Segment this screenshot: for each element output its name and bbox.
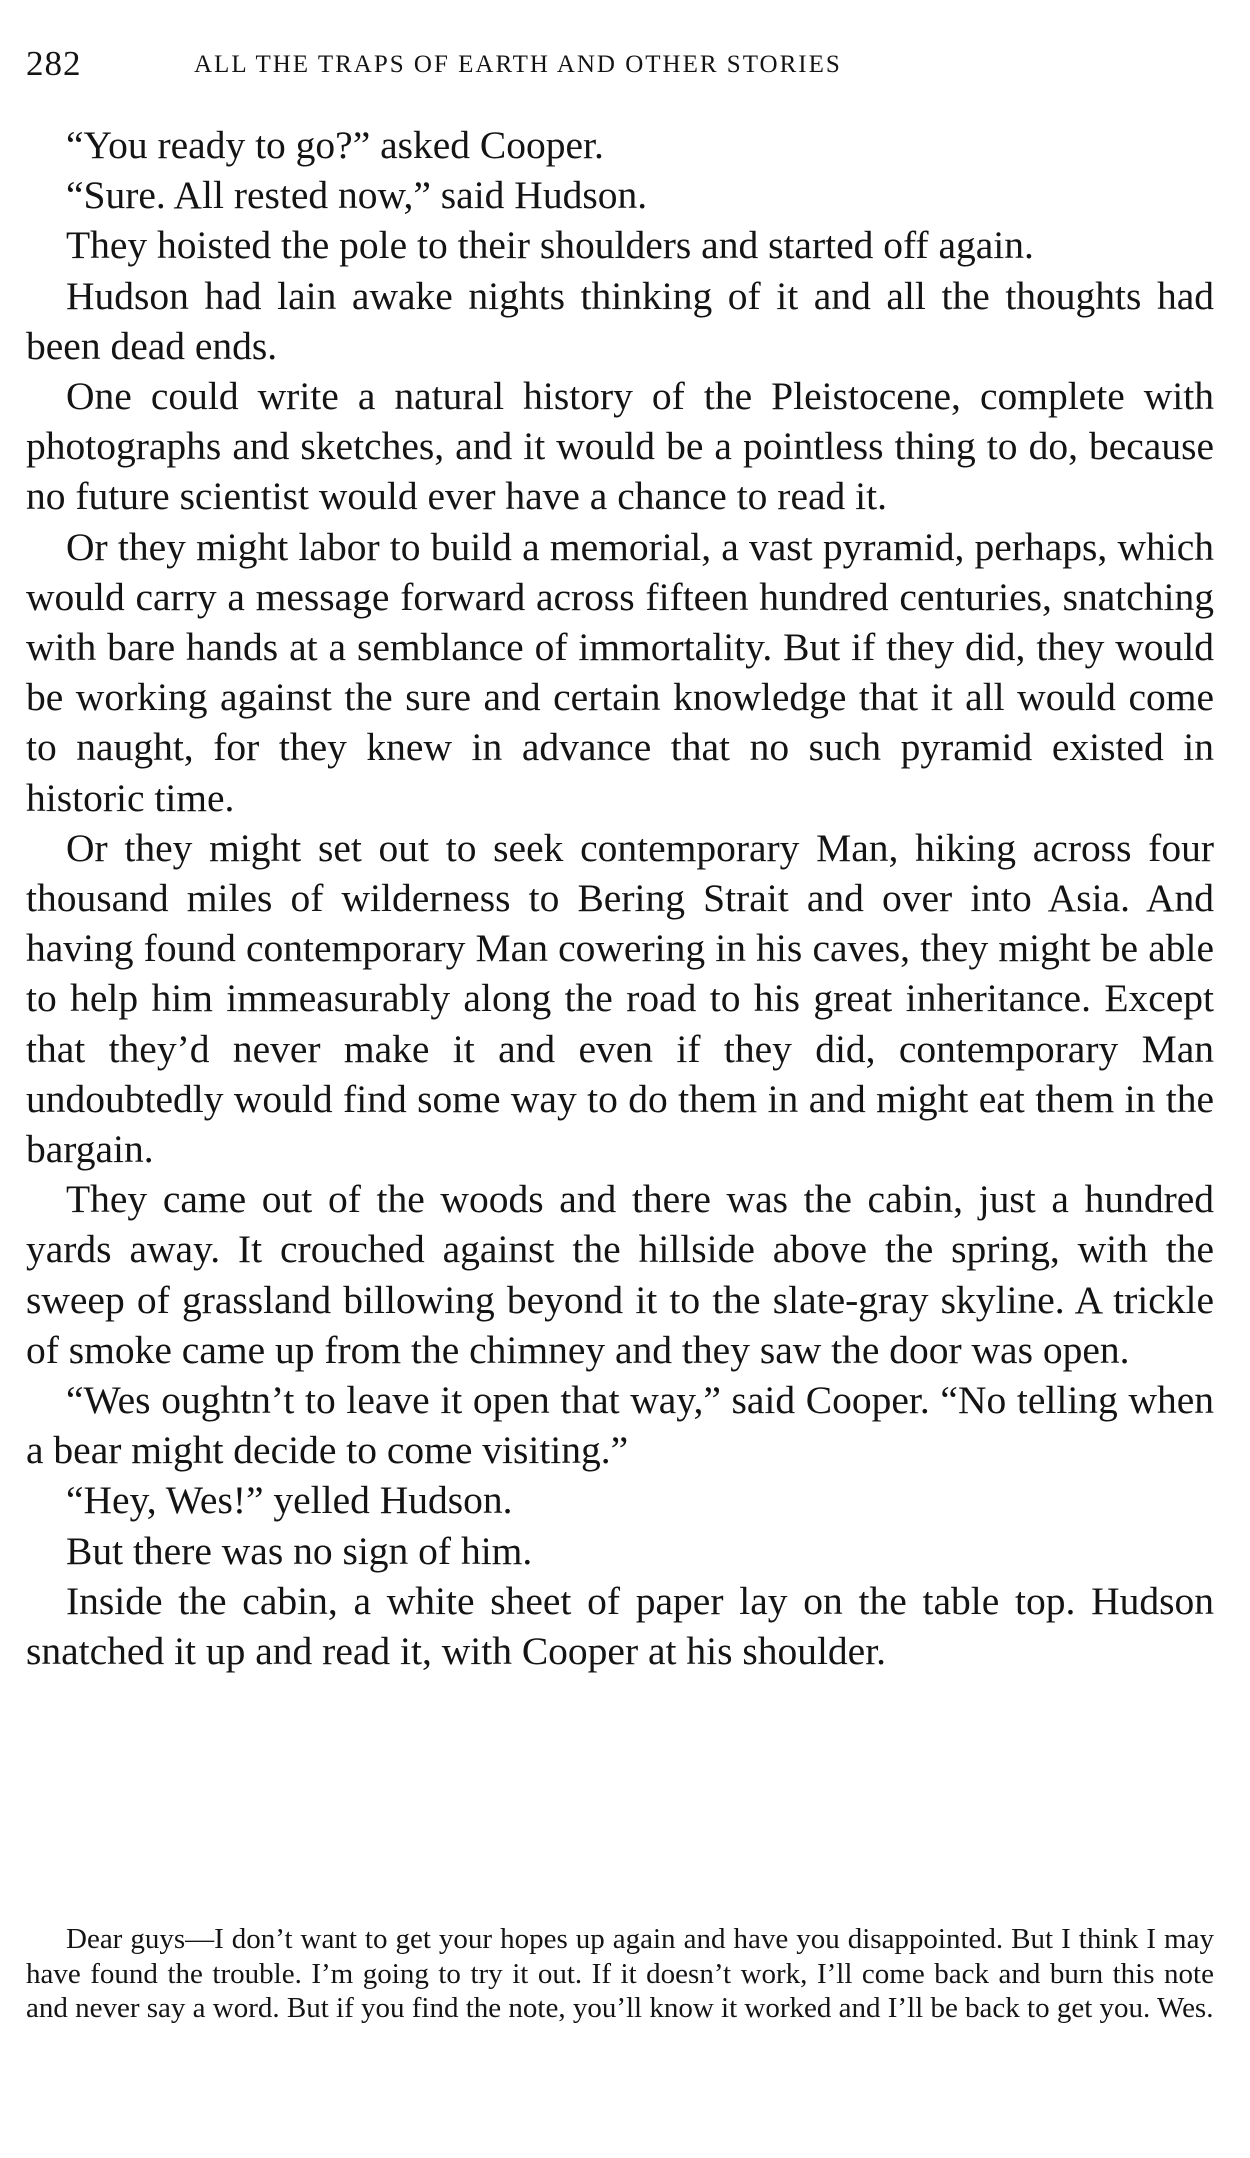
- paragraph: Hudson had lain awake nights thinking of it and all the thoughts had been dead ends.: [26, 273, 1214, 368]
- paragraph: “Wes oughtn’t to leave it open that way,” said Cooper. “No telling when a bear might decide to come visiting.”: [26, 1378, 1214, 1473]
- paragraph: Or they might labor to build a memorial, a vast pyramid, perhaps, which would carry a message forward across fifteen hundred centuries, snatching with bare hands at a semblance of immortality. But if they did, they would be working against the sure and certain knowledge that it all would come to naught, for they knew in advance that no such pyramid existed in historic time.: [26, 524, 1214, 820]
- paragraph: “You ready to go?” asked Cooper.: [66, 123, 604, 167]
- handwritten-note: [26, 1922, 1214, 2026]
- running-head: ALL THE TRAPS OF EARTH AND OTHER STORIES: [194, 51, 842, 78]
- body-text: [26, 120, 1214, 1676]
- paragraph: One could write a natural history of the Pleistocene, complete with photographs and sketches, and it would be a pointless thing to do, because no future scientist would ever have a chance to read it.: [26, 374, 1214, 519]
- paragraph: “Hey, Wes!” yelled Hudson.: [66, 1478, 513, 1523]
- paragraph: They hoisted the pole to their shoulders and started off again.: [66, 223, 1034, 268]
- paragraph: They came out of the woods and there was the cabin, just a hundred yards away. It crouched against the hillside above the spring, with the sweep of grassland billowing beyond it to the slate-gray skyline. A trickle of smoke came up from the chimney and they saw the door was open.: [26, 1177, 1214, 1372]
- note-text: Dear guys—I don’t want to get your hopes up again and have you disappointed. But I think I may have found the trouble. I’m going to try it out. If it doesn’t work, I’ll come back and burn this note and never say a word. But if you find the note, you’ll know it worked and I’ll be back to get you. Wes.: [26, 1923, 1214, 2024]
- paragraph: Or they might set out to seek contemporary Man, hiking across four thousand miles of wilderness to Bering Strait and over into Asia. And having found contemporary Man cowering in his caves, they might be able to help him immeasurably along the road to his great inheritance. Except that they’d never make it and even if they did, contemporary Man undoubtedly would find some way to do them in and might eat them in the bargain.: [26, 825, 1214, 1172]
- paragraph: But there was no sign of him.: [66, 1528, 533, 1573]
- page-number: 282: [26, 44, 82, 83]
- paragraph: Inside the cabin, a white sheet of paper lay on the table top. Hudson snatched it up and read it, with Cooper at his shoulder.: [26, 1578, 1214, 1674]
- page-header: [26, 44, 1214, 84]
- paragraph: “Sure. All rested now,” said Hudson.: [66, 173, 648, 218]
